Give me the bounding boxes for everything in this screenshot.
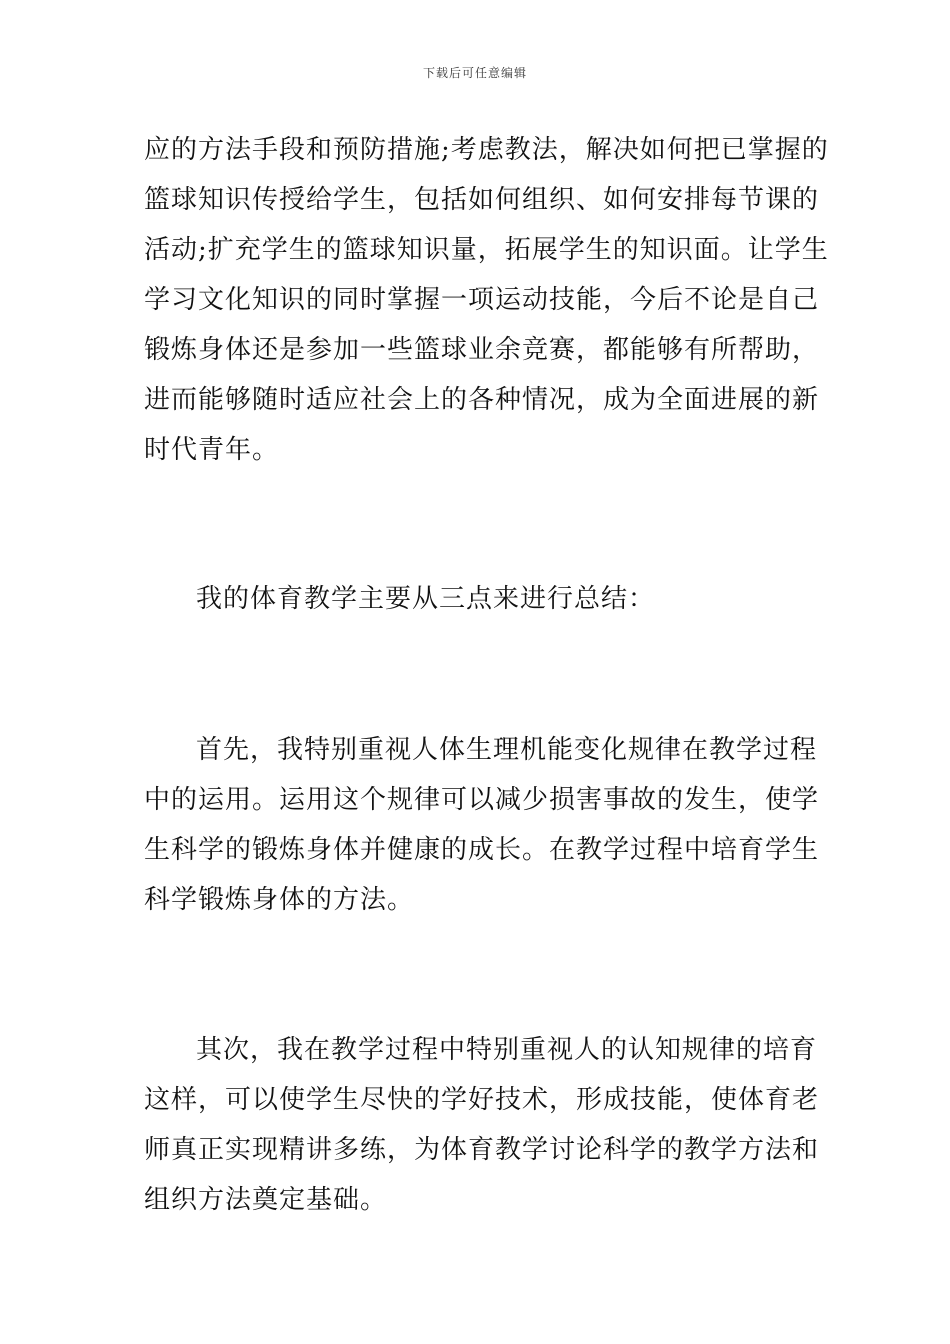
text-line: 活动;扩充学生的篮球知识量，拓展学生的知识面。让学生 [144, 235, 829, 265]
text-line: 应的方法手段和预防措施;考虑教法，解决如何把已掌握的 [144, 135, 829, 165]
text-line: 生科学的锻炼身体并健康的成长。在教学过程中培育学生 [144, 835, 820, 865]
text-line: 其次，我在教学过程中特别重视人的认知规律的培育 [196, 1035, 818, 1065]
text-line: 组织方法奠定基础。 [144, 1185, 388, 1215]
text-line: 我的体育教学主要从三点来进行总结： [196, 584, 656, 614]
text-line: 首先，我特别重视人体生理机能变化规律在教学过程 [196, 735, 818, 765]
text-line: 中的运用。运用这个规律可以减少损害事故的发生，使学 [144, 785, 820, 815]
text-line: 锻炼身体还是参加一些篮球业余竞赛，都能够有所帮助， [144, 335, 820, 365]
text-line: 师真正实现精讲多练，为体育教学讨论科学的教学方法和 [144, 1135, 820, 1165]
text-line: 时代青年。 [144, 435, 280, 465]
text-line: 学习文化知识的同时掌握一项运动技能，今后不论是自己 [144, 285, 820, 315]
text-line: 篮球知识传授给学生，包括如何组织、如何安排每节课的 [144, 185, 820, 215]
page-header: 下载后可任意编辑 [422, 66, 527, 80]
text-line: 科学锻炼身体的方法。 [144, 885, 415, 915]
text-line: 这样，可以使学生尽快的学好技术，形成技能，使体育老 [144, 1085, 820, 1115]
text-line: 进而能够随时适应社会上的各种情况，成为全面进展的新 [144, 385, 820, 415]
